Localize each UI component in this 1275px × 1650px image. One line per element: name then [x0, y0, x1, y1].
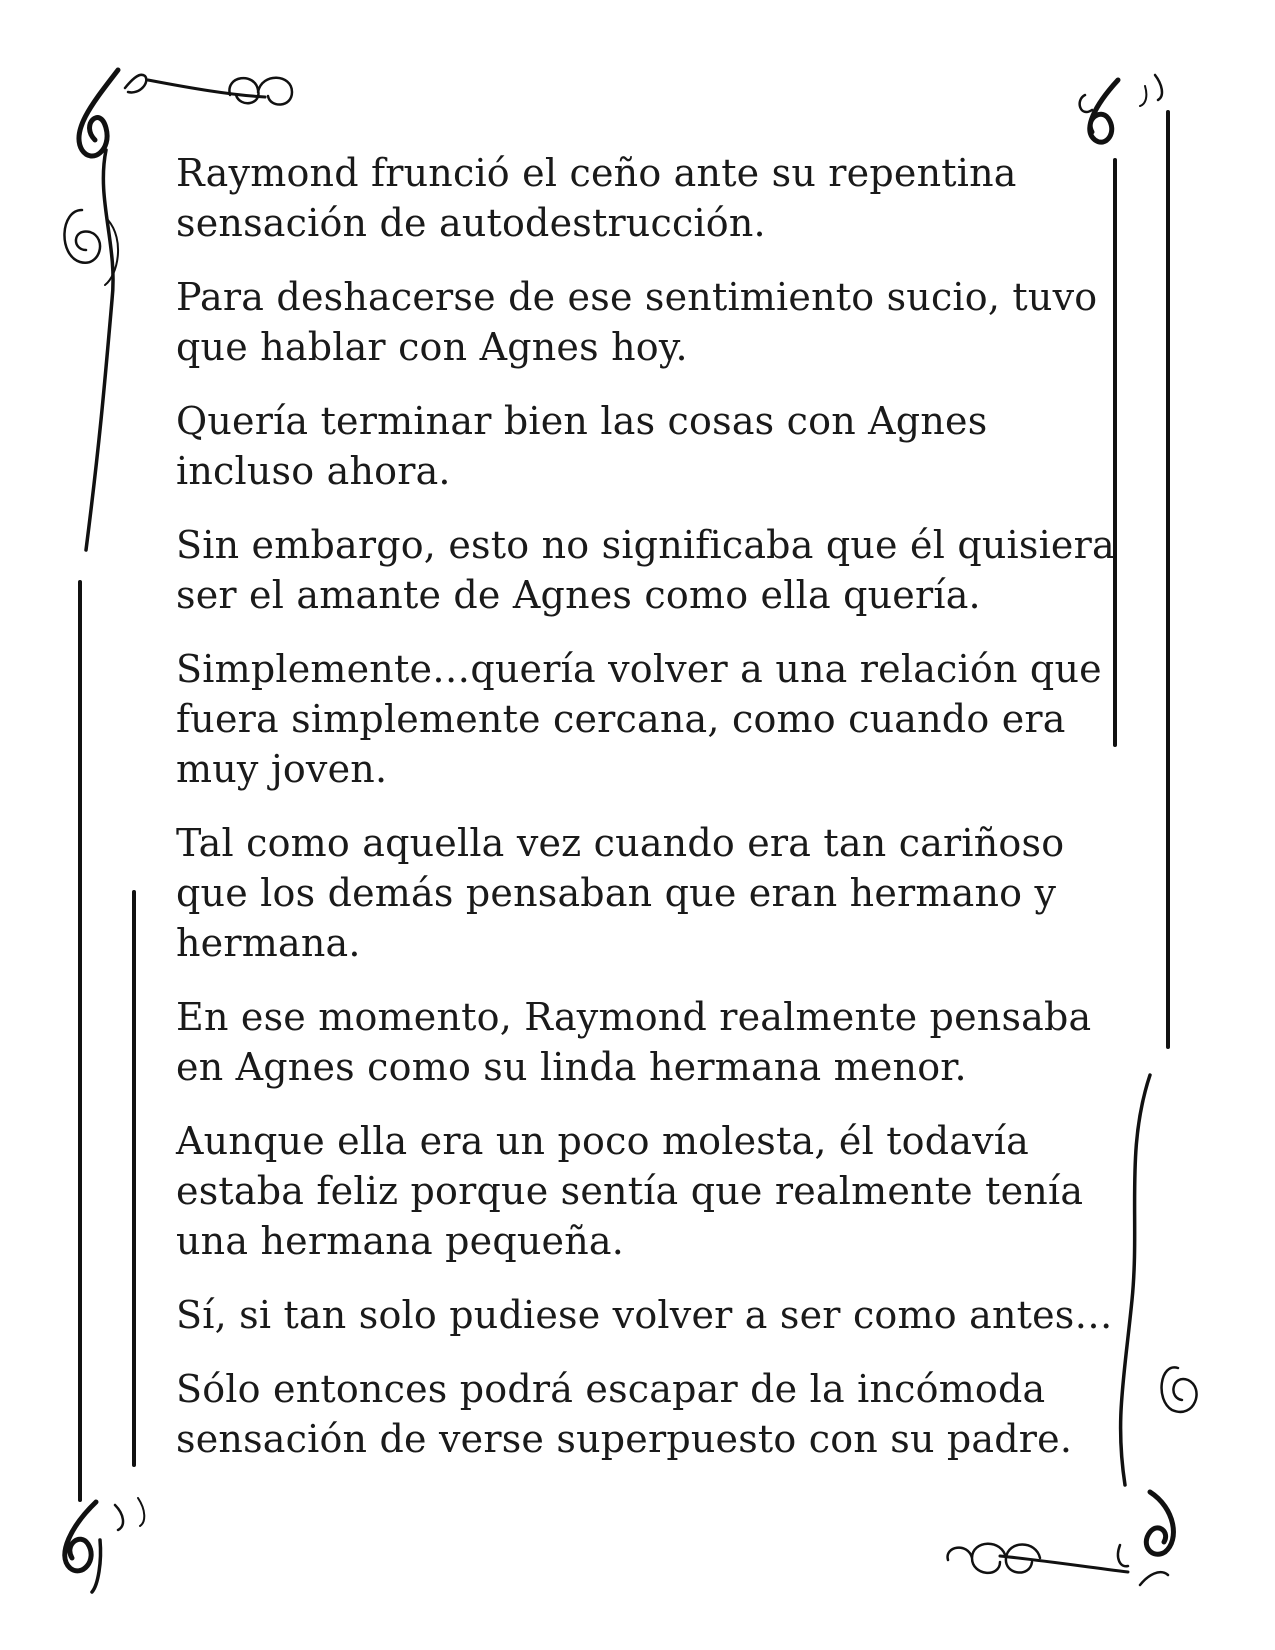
paragraph: Sí, si tan solo pudiese volver a ser como antes… [176, 1293, 1113, 1337]
paragraph: En ese momento, Raymond realmente pensaba en Agnes como su linda hermana menor. [176, 995, 1092, 1089]
paragraph: Simplemente…quería volver a una relación que fuera simplemente cercana, como cuando era muy joven. [176, 647, 1102, 791]
flourish-top-right-icon [1080, 75, 1162, 142]
paragraph: Aunque ella era un poco molesta, él todavía estaba feliz porque sentía que realmente tenía una hermana pequeña. [176, 1119, 1084, 1263]
paragraph: Sólo entonces podrá escapar de la incómoda sensación de verse superpuesto con su padre. [176, 1367, 1073, 1461]
story-text [176, 148, 1116, 1488]
paragraph: Tal como aquella vez cuando era tan cariñoso que los demás pensaban que eran hermano y hermana. [176, 821, 1065, 965]
paragraph: Quería terminar bien las cosas con Agnes incluso ahora. [176, 399, 988, 493]
paragraph: Para deshacerse de ese sentimiento sucio, tuvo que hablar con Agnes hoy. [176, 275, 1098, 369]
flourish-bottom-left-icon [65, 1498, 144, 1592]
paragraph: Raymond frunció el ceño ante su repentina sensación de autodestrucción. [176, 151, 1017, 245]
paragraph: Sin embargo, esto no significaba que él quisiera ser el amante de Agnes como ella quería. [176, 523, 1115, 617]
